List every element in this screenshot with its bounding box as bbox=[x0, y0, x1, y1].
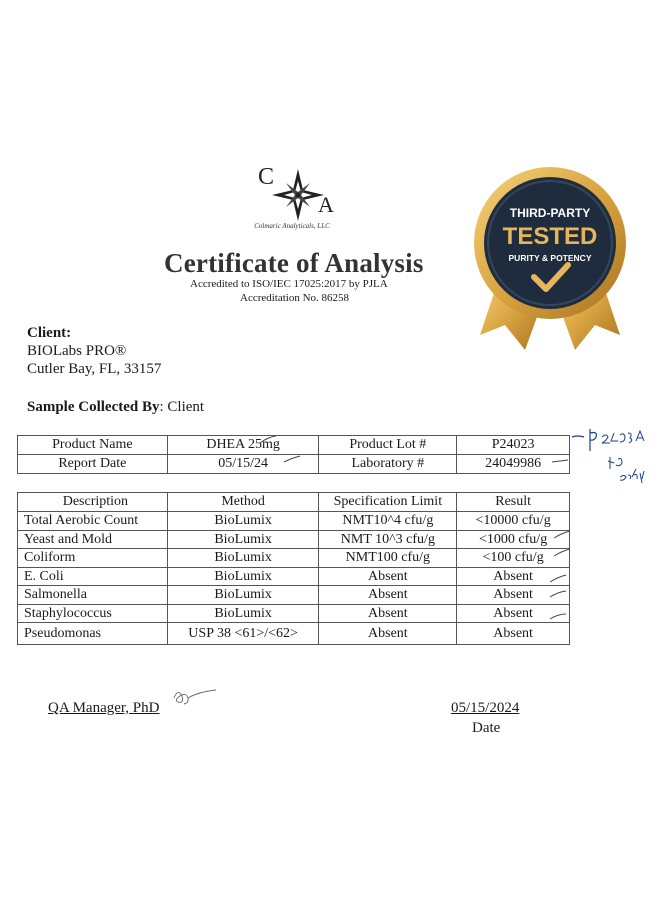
table-cell: Staphylococcus bbox=[18, 604, 168, 623]
table-row bbox=[18, 530, 570, 549]
badge-line1: THIRD-PARTY bbox=[509, 206, 591, 220]
table-cell: P24023 bbox=[457, 436, 570, 455]
column-header: Result bbox=[457, 493, 570, 512]
table-row bbox=[18, 567, 570, 586]
handwritten-lot-annotation-icon bbox=[570, 427, 655, 497]
column-header: Description bbox=[18, 493, 168, 512]
handwritten-tick-icon bbox=[282, 454, 302, 464]
handwritten-tick-icon bbox=[548, 574, 568, 584]
table-cell: NMT 10^3 cfu/g bbox=[319, 530, 457, 549]
handwritten-tick-icon bbox=[548, 612, 568, 622]
logo-letter-a: A bbox=[318, 192, 334, 217]
handwritten-tick-icon bbox=[258, 435, 278, 445]
table-row bbox=[18, 604, 570, 623]
table-cell: Absent bbox=[319, 586, 457, 605]
column-header: Method bbox=[167, 493, 319, 512]
table-cell: NMT10^4 cfu/g bbox=[319, 512, 457, 531]
table-cell: Salmonella bbox=[18, 586, 168, 605]
sample-label: Sample Collected By bbox=[27, 399, 160, 415]
third-party-tested-badge-icon bbox=[470, 165, 630, 360]
table-cell: Laboratory # bbox=[319, 455, 457, 474]
sample-collected-by bbox=[27, 399, 204, 416]
accreditation-text: Accredited to ISO/IEC 17025:2017 by PJLA bbox=[190, 278, 388, 290]
client-address: Cutler Bay, FL, 33157 bbox=[27, 361, 162, 377]
client-label: Client: bbox=[27, 325, 72, 341]
handwritten-tick-icon bbox=[548, 590, 568, 600]
table-cell: Product Name bbox=[18, 436, 168, 455]
table-cell: <1000 cfu/g bbox=[457, 530, 570, 549]
table-cell: 24049986 bbox=[457, 455, 570, 474]
table-cell: BioLumix bbox=[167, 512, 319, 531]
table-cell: Total Aerobic Count bbox=[18, 512, 168, 531]
results-table bbox=[17, 492, 570, 645]
table-header-row bbox=[18, 493, 570, 512]
table-cell: Yeast and Mold bbox=[18, 530, 168, 549]
table-cell: Coliform bbox=[18, 549, 168, 568]
handwritten-tick-icon bbox=[552, 530, 572, 540]
table-cell: BioLumix bbox=[167, 530, 319, 549]
badge-line3: PURITY & POTENCY bbox=[508, 253, 592, 263]
date-label: Date bbox=[472, 720, 501, 736]
qa-manager-label: QA Manager, PhD bbox=[48, 700, 160, 716]
table-cell: Absent bbox=[457, 623, 570, 645]
table-row bbox=[18, 436, 570, 455]
signature-date: 05/15/2024 bbox=[451, 700, 520, 716]
table-cell: Absent bbox=[319, 567, 457, 586]
table-row bbox=[18, 512, 570, 531]
table-cell: BioLumix bbox=[167, 586, 319, 605]
logo-letter-c: C bbox=[258, 164, 275, 190]
accreditation-number: Accreditation No. 86258 bbox=[240, 292, 350, 304]
table-row bbox=[18, 549, 570, 568]
table-cell: <10000 cfu/g bbox=[457, 512, 570, 531]
client-name: BIOLabs PRO® bbox=[27, 343, 127, 359]
table-cell: 05/15/24 bbox=[167, 455, 319, 474]
table-cell: BioLumix bbox=[167, 604, 319, 623]
table-cell: Pseudomonas bbox=[18, 623, 168, 645]
table-row bbox=[18, 586, 570, 605]
table-cell: BioLumix bbox=[167, 549, 319, 568]
table-cell: NMT100 cfu/g bbox=[319, 549, 457, 568]
sample-value: : Client bbox=[159, 399, 205, 415]
table-cell: Absent bbox=[457, 604, 570, 623]
table-cell: Absent bbox=[319, 604, 457, 623]
table-cell: Absent bbox=[457, 586, 570, 605]
handwritten-tick-icon bbox=[552, 548, 572, 558]
badge-line2: TESTED bbox=[502, 223, 598, 250]
table-cell: Absent bbox=[319, 623, 457, 645]
handwritten-tick-icon bbox=[550, 456, 570, 466]
logo-tagline: Colmaric Analyticals, LLC bbox=[254, 222, 330, 230]
page-title: Certificate of Analysis bbox=[164, 248, 424, 278]
table-cell: Absent bbox=[457, 567, 570, 586]
table-cell: USP 38 <61>/<62> bbox=[167, 623, 319, 645]
table-cell: E. Coli bbox=[18, 567, 168, 586]
signature-icon bbox=[170, 686, 220, 712]
table-cell: DHEA 25mg bbox=[167, 436, 319, 455]
column-header: Specification Limit bbox=[319, 493, 457, 512]
table-cell: <100 cfu/g bbox=[457, 549, 570, 568]
table-row bbox=[18, 623, 570, 645]
table-cell: Report Date bbox=[18, 455, 168, 474]
table-cell: BioLumix bbox=[167, 567, 319, 586]
table-cell: Product Lot # bbox=[319, 436, 457, 455]
